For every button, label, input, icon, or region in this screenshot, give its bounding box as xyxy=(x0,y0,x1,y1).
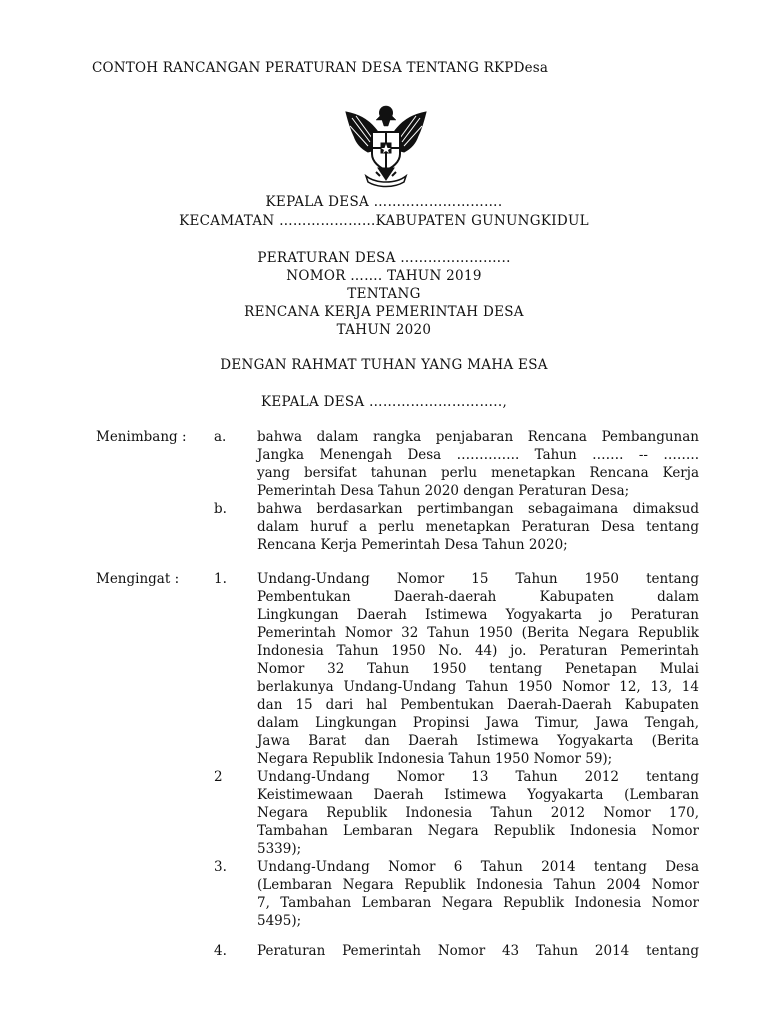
mengingat-2-line: 5339); xyxy=(257,841,302,857)
peraturan-heading: PERATURAN DESA ……………….….. xyxy=(257,250,511,266)
mengingat-1-line: Negara Republik Indonesia Tahun 1950 Nomor 59); xyxy=(257,751,613,767)
rahmat-heading: DENGAN RAHMAT TUHAN YANG MAHA ESA xyxy=(220,357,548,373)
mengingat-3-line: Undang-Undang Nomor 6 Tahun 2014 tentang Desa xyxy=(257,859,699,875)
mengingat-1-line: Jawa Barat dan Daerah Istimewa Yogyakarta (Berita xyxy=(257,733,699,749)
document-title: CONTOH RANCANGAN PERATURAN DESA TENTANG RKPDesa xyxy=(92,60,549,76)
menimbang-b-line: dalam huruf a perlu menetapkan Peraturan Desa tentang xyxy=(257,519,699,535)
nomor-heading: NOMOR ……. TAHUN 2019 xyxy=(286,268,482,284)
menimbang-item-num: a. xyxy=(214,429,227,445)
kepala-desa-heading: KEPALA DESA ………………………. xyxy=(265,194,503,210)
mengingat-1-line: Lingkungan Daerah Istimewa Yogyakarta jo Peraturan xyxy=(257,607,699,623)
mengingat-3-line: 5495); xyxy=(257,913,302,929)
mengingat-1-line: Nomor 32 Tahun 1950 tentang Penetapan Mulai xyxy=(257,661,699,677)
kepala-desa-heading-2: KEPALA DESA ……………………….., xyxy=(260,394,508,410)
mengingat-item-num: 3. xyxy=(214,859,227,875)
mengingat-item-num: 4. xyxy=(214,943,227,959)
menimbang-a-line: yang bersifat tahunan perlu menetapkan Rencana Kerja xyxy=(257,465,699,481)
mengingat-2-line: Keistimewaan Daerah Istimewa Yogyakarta (Lembaran xyxy=(257,787,699,803)
mengingat-2-line: Tambahan Lembaran Negara Republik Indonesia Nomor xyxy=(257,823,699,839)
mengingat-1-line: Indonesia Tahun 1950 No. 44) jo. Peraturan Pemerintah xyxy=(257,643,699,659)
tentang-heading: TENTANG xyxy=(347,286,421,302)
menimbang-item-num: b. xyxy=(214,501,227,517)
mengingat-item-num: 1. xyxy=(214,571,227,587)
mengingat-item-num: 2 xyxy=(214,769,223,785)
mengingat-1-line: dalam Lingkungan Propinsi Jawa Timur, Jawa Tengah, xyxy=(257,715,699,731)
menimbang-a-line: Pemerintah Desa Tahun 2020 dengan Peraturan Desa; xyxy=(257,483,630,499)
mengingat-2-line: Undang-Undang Nomor 13 Tahun 2012 tentang xyxy=(257,769,699,785)
menimbang-label: Menimbang : xyxy=(96,429,187,445)
mengingat-1-line: dan 15 dari hal Pembentukan Daerah-Daerah Kabupaten xyxy=(257,697,699,713)
mengingat-label: Mengingat : xyxy=(96,571,180,587)
mengingat-1-line: Pemerintah Nomor 32 Tahun 1950 (Berita Negara Republik xyxy=(257,625,699,641)
mengingat-1-line: berlakunya Undang-Undang Tahun 1950 Nomor 12, 13, 14 xyxy=(257,679,699,695)
menimbang-a-line: Jangka Menengah Desa ………….. Tahun ……. -- …….. xyxy=(257,447,699,463)
mengingat-3-line: 7, Tambahan Lembaran Negara Republik Indonesia Nomor xyxy=(257,895,699,911)
mengingat-1-line: Undang-Undang Nomor 15 Tahun 1950 tentang xyxy=(257,571,699,587)
mengingat-3-line: (Lembaran Negara Republik Indonesia Tahun 2004 Nomor xyxy=(257,877,699,893)
menimbang-a-line: bahwa dalam rangka penjabaran Rencana Pembangunan xyxy=(257,429,699,445)
mengingat-4-line: Peraturan Pemerintah Nomor 43 Tahun 2014 tentang xyxy=(257,943,699,959)
mengingat-1-line: Pembentukan Daerah-daerah Kabupaten dalam xyxy=(257,589,699,605)
mengingat-2-line: Negara Republik Indonesia Tahun 2012 Nomor 170, xyxy=(257,805,699,821)
tahun-heading: TAHUN 2020 xyxy=(336,322,432,338)
menimbang-b-line: bahwa berdasarkan pertimbangan sebagaimana dimaksud xyxy=(257,501,699,517)
subject-heading: RENCANA KERJA PEMERINTAH DESA xyxy=(244,304,524,320)
garuda-emblem-icon xyxy=(338,98,434,192)
menimbang-b-line: Rencana Kerja Pemerintah Desa Tahun 2020; xyxy=(257,537,568,553)
kecamatan-heading: KECAMATAN …………………KABUPATEN GUNUNGKIDUL xyxy=(179,213,589,229)
